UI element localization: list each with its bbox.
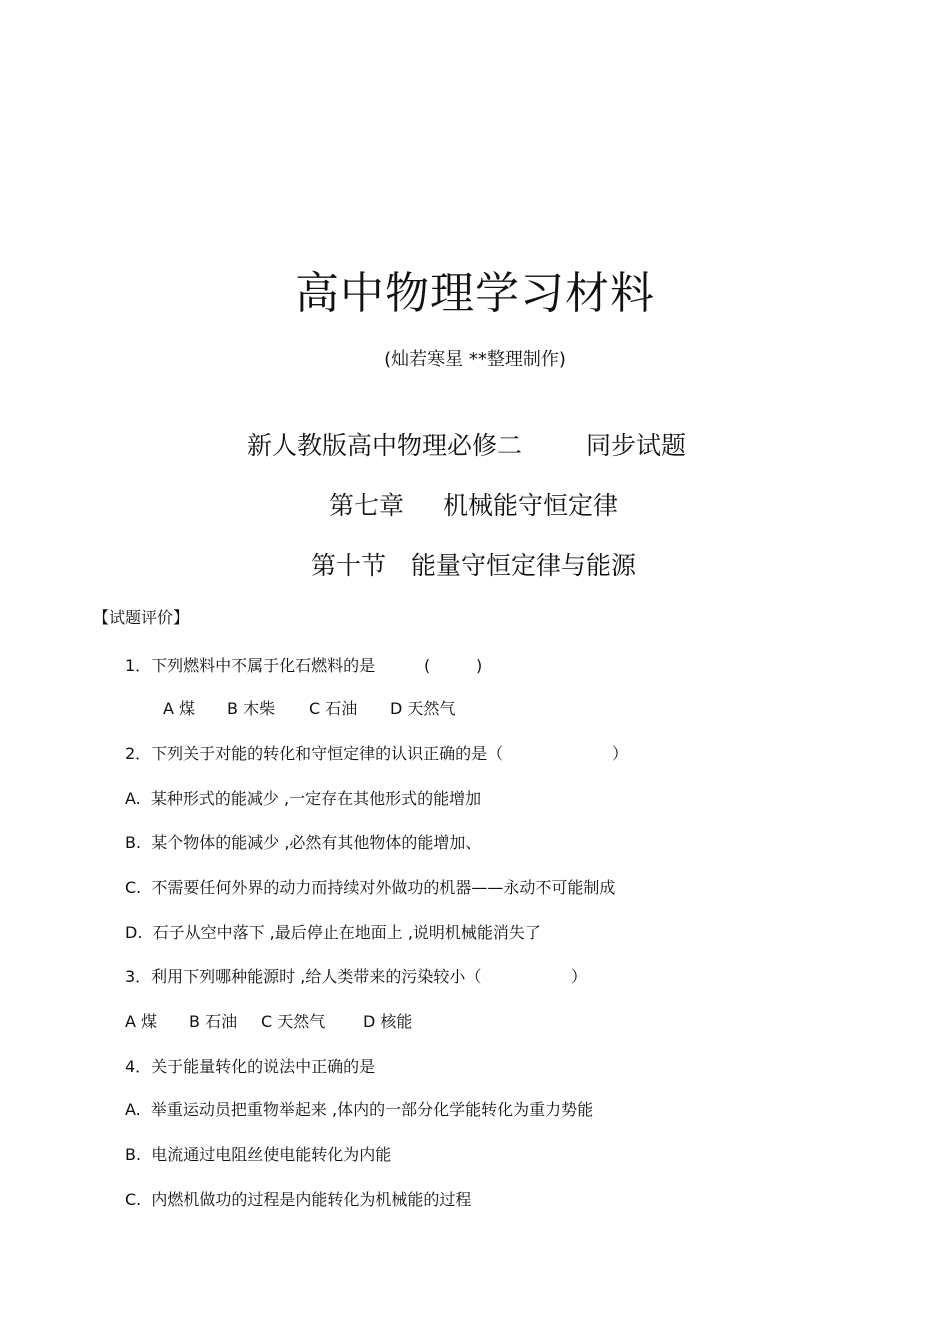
question-3-stem: 3．利用下列哪种能源时 ,给人类带来的污染较小（	[125, 967, 482, 986]
question-3-option-c: C 天然气	[261, 1012, 326, 1031]
question-2-bracket-close: ）	[612, 744, 629, 763]
question-2-stem: 2．下列关于对能的转化和守恒定律的认识正确的是（	[125, 744, 504, 763]
question-3-option-d: D 核能	[363, 1012, 413, 1031]
question-2-option-d: D. 石子从空中落下 ,最后停止在地面上 ,说明机械能消失了	[125, 923, 541, 942]
question-1-option-c: C 石油	[309, 699, 358, 718]
question-4-option-a: A. 举重运动员把重物举起来 ,体内的一部分化学能转化为重力势能	[125, 1100, 594, 1119]
heading-kind: 同步试题	[586, 431, 687, 460]
section-number: 第十节	[311, 551, 387, 580]
question-2-option-b: B. 某个物体的能减少 ,必然有其他物体的能增加、	[125, 833, 482, 852]
question-1-bracket-close: )	[476, 656, 483, 675]
document-subtitle: (灿若寒星 **整理制作)	[384, 349, 566, 370]
question-4-option-c: C. 内燃机做功的过程是内能转化为机械能的过程	[125, 1190, 472, 1209]
question-3-option-b: B 石油	[189, 1012, 238, 1031]
question-1-stem: 1．下列燃料中不属于化石燃料的是	[125, 656, 376, 675]
question-2-option-a: A. 某种形式的能减少 ,一定存在其他形式的能增加	[125, 789, 482, 808]
chapter-name: 机械能守恒定律	[443, 491, 619, 520]
question-2-option-c: C. 不需要任何外界的动力而持续对外做功的机器——永动不可能制成	[125, 878, 616, 897]
chapter-number: 第七章	[329, 491, 405, 520]
question-1-bracket-open: (	[424, 656, 431, 675]
question-3-option-a: A 煤	[125, 1012, 158, 1031]
question-4-stem: 4．关于能量转化的说法中正确的是	[125, 1057, 376, 1076]
section-label: 【试题评价】	[93, 608, 190, 627]
heading-book: 新人教版高中物理必修二	[247, 431, 523, 460]
document-title: 高中物理学习材料	[295, 268, 655, 319]
section-name: 能量守恒定律与能源	[411, 551, 637, 580]
question-4-option-b: B. 电流通过电阻丝使电能转化为内能	[125, 1145, 392, 1164]
question-1-option-a: A 煤	[163, 699, 196, 718]
question-1-option-d: D 天然气	[390, 699, 456, 718]
question-1-option-b: B 木柴	[227, 699, 276, 718]
question-3-bracket-close: ）	[571, 967, 588, 986]
